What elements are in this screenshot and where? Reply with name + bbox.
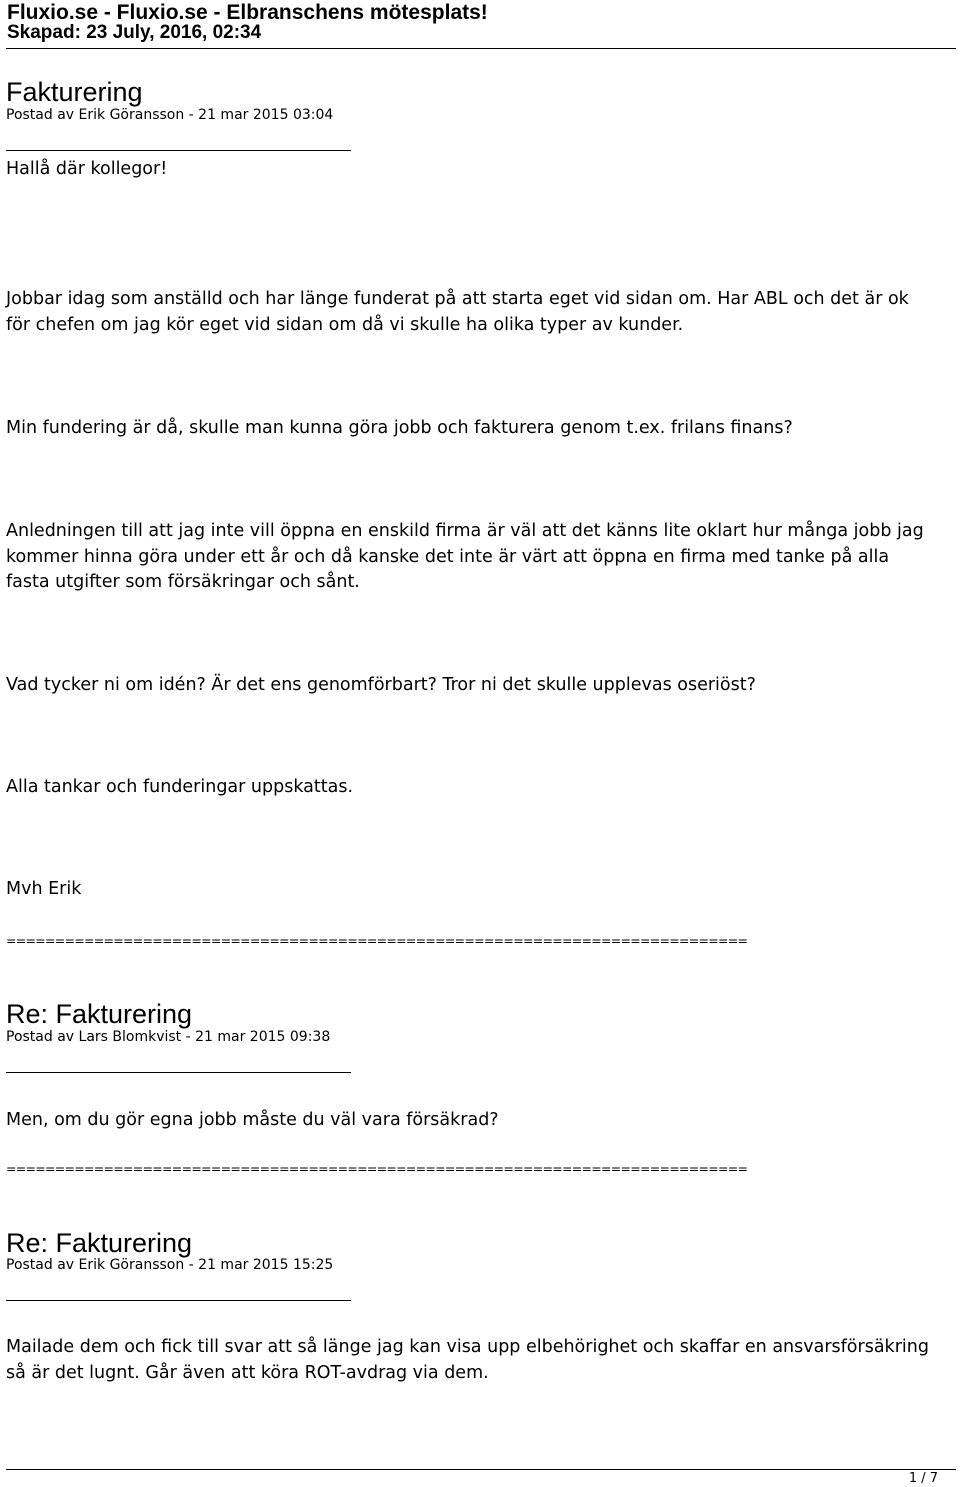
header-divider	[6, 48, 956, 49]
footer-divider	[6, 1469, 956, 1470]
post-meta-divider	[6, 1300, 351, 1301]
post-title: Re: Fakturering	[6, 1228, 193, 1258]
post-separator: ============================================================================	[6, 933, 748, 948]
post-meta: Postad av Lars Blomkvist - 21 mar 2015 09:38	[6, 1029, 331, 1045]
paragraph-line: Anledningen till att jag inte vill öppna en enskild firma är väl att det känns lite oklart hur många jobb jag	[6, 521, 924, 541]
paragraph-line: Hallå där kollegor!	[6, 159, 168, 179]
post-meta-divider	[6, 1072, 351, 1073]
created-date: Skapad: 23 July, 2016, 02:34	[7, 22, 262, 43]
paragraph-line: kommer hinna göra under ett år och då kanske det inte är värt att öppna en firma med tanke på alla	[6, 546, 890, 567]
paragraph-line: Mvh Erik	[6, 879, 82, 899]
post-separator: ============================================================================	[6, 1161, 748, 1176]
post-paragraph	[6, 877, 954, 903]
post-paragraph	[6, 775, 954, 801]
page-number: 1 / 7	[908, 1471, 938, 1486]
post-paragraph	[6, 519, 954, 596]
paragraph-line: så är det lugnt. Går även att köra ROT-avdrag via dem.	[6, 1362, 489, 1383]
post-paragraph	[6, 287, 954, 338]
post-paragraph	[6, 1335, 954, 1386]
post-paragraph	[6, 673, 954, 699]
post-meta-divider	[6, 150, 351, 151]
paragraph-line: Min fundering är då, skulle man kunna göra jobb och fakturera genom t.ex. frilans finans?	[6, 418, 793, 438]
paragraph-line: Vad tycker ni om idén? Är det ens genomförbart? Tror ni det skulle upplevas oseriöst?	[6, 675, 756, 695]
paragraph-line: Alla tankar och funderingar uppskattas.	[6, 777, 354, 797]
paragraph-line: fasta utgifter som försäkringar och sånt.	[6, 572, 360, 592]
post-title: Re: Fakturering	[6, 999, 193, 1029]
post-meta: Postad av Erik Göransson - 21 mar 2015 15:25	[6, 1257, 334, 1273]
paragraph-line: för chefen om jag kör eget vid sidan om då vi skulle ha olika typer av kunder.	[6, 314, 684, 335]
paragraph-line: Men, om du gör egna jobb måste du väl vara försäkrad?	[6, 1110, 499, 1130]
post-paragraph	[6, 416, 954, 442]
post-title: Fakturering	[6, 77, 143, 107]
post-paragraph	[6, 1108, 954, 1134]
post-paragraph	[6, 157, 954, 183]
post-meta: Postad av Erik Göransson - 21 mar 2015 03:04	[6, 107, 334, 123]
paragraph-line: Mailade dem och fick till svar att så länge jag kan visa upp elbehörighet och skaffar en ansvarsförsäkring	[6, 1337, 929, 1357]
site-title: Fluxio.se - Fluxio.se - Elbranschens mötesplats!	[7, 1, 488, 24]
paragraph-line: Jobbar idag som anställd och har länge funderat på att starta eget vid sidan om. Har ABL och det är ok	[6, 289, 909, 309]
